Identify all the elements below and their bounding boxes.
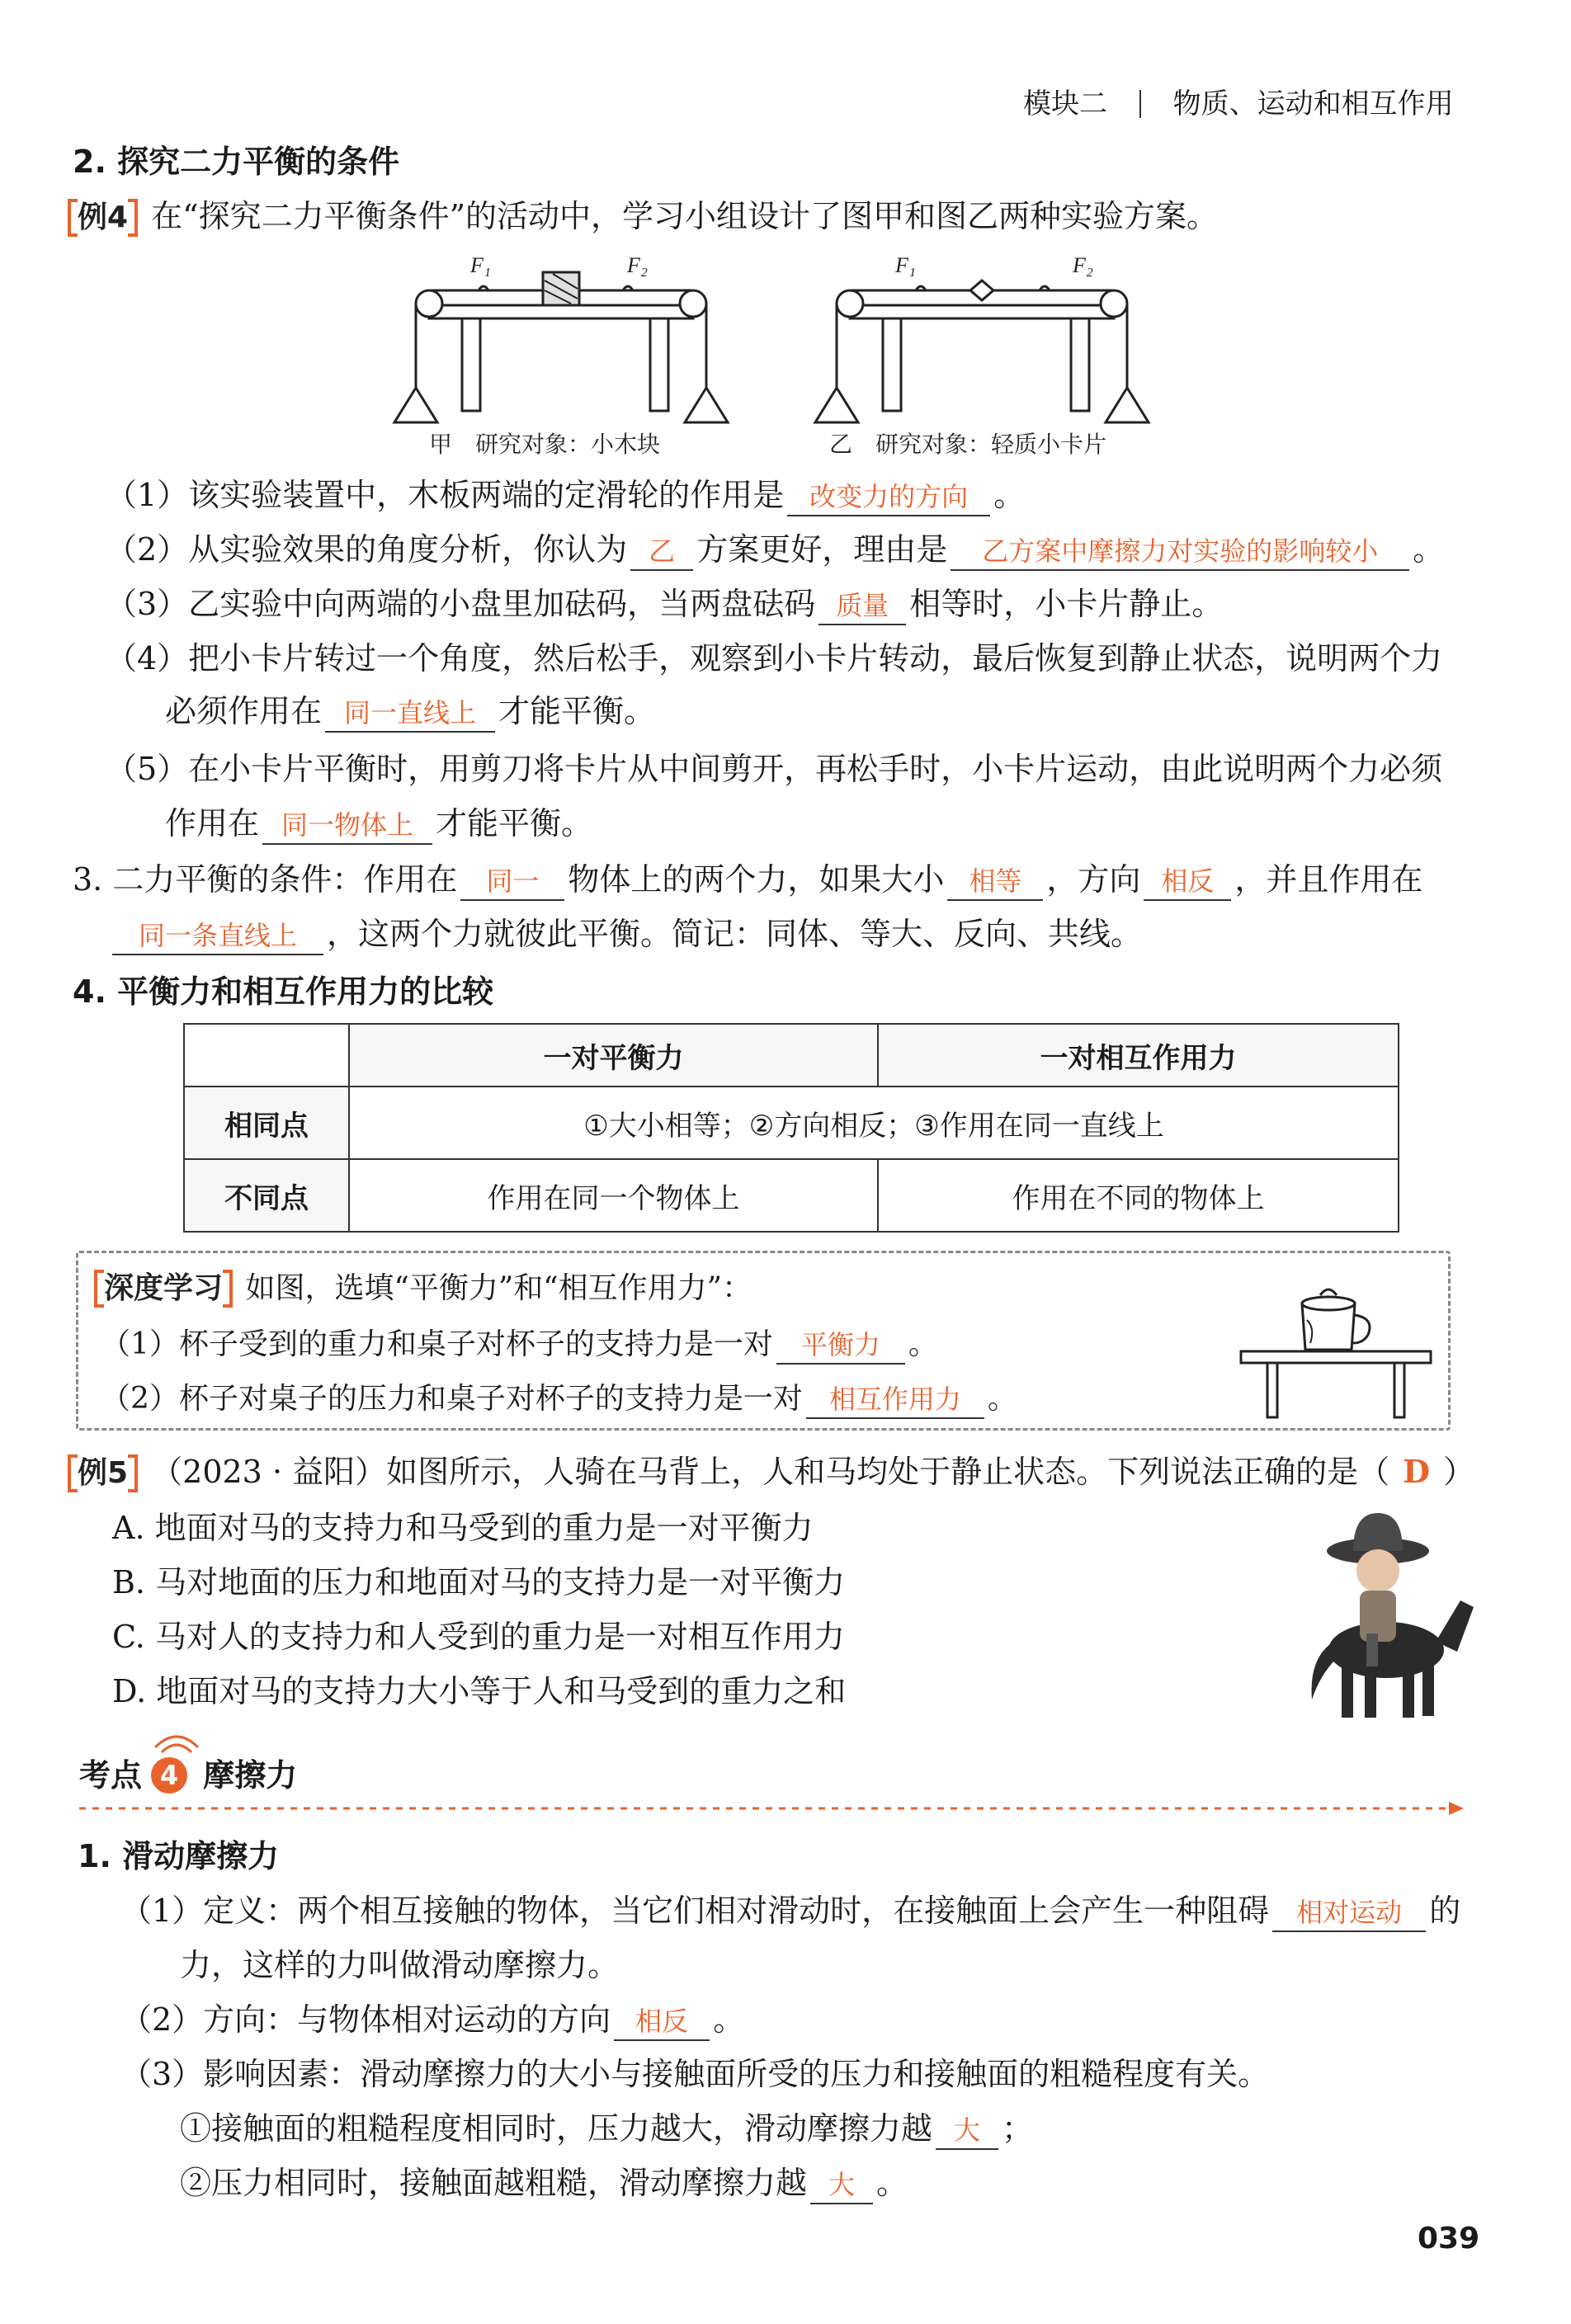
- answer-blank: 质量: [819, 587, 906, 625]
- yi-f1-label: F₁: [895, 253, 916, 277]
- answer-blank: 大: [936, 2112, 998, 2150]
- header-divider: [1139, 90, 1141, 118]
- section-3-line-1: 3. 二力平衡的条件：作用在 同一 物体上的两个力，如果大小 相等 ，方向 相反 ，并且作用在: [73, 858, 1422, 901]
- friction-definition-2: 力，这样的力叫做滑动摩擦力。: [180, 1947, 620, 1983]
- answer-blank: 同一直线上: [325, 695, 495, 733]
- option-c: C. 马对人的支持力和人受到的重力是一对相互作用力: [112, 1619, 845, 1655]
- answer-blank: 相等: [947, 863, 1043, 901]
- module-title: 物质、运动和相互作用: [1172, 87, 1454, 120]
- yi-f2-label: F₂: [1073, 253, 1093, 277]
- friction-heading: 1. 滑动摩擦力: [78, 1838, 280, 1874]
- horse-rider-illustration: [1287, 1510, 1477, 1724]
- example-5-answer: D: [1403, 1453, 1431, 1490]
- deep-learning-intro: 深度学习 如图，选填“平衡力”和“相互作用力”：: [99, 1267, 752, 1310]
- table-header-balance: 一对平衡力: [349, 1024, 878, 1087]
- friction-definition-1: （1）定义：两个相互接触的物体，当它们相对滑动时，在接触面上会产生一种阻碍 相对运动 的: [120, 1889, 1460, 1932]
- friction-factor-a: ①接触面的粗糙程度相同时，压力越大，滑动摩擦力越 大 ；: [180, 2107, 1033, 2150]
- answer-blank: 相对运动: [1272, 1894, 1426, 1932]
- figure-yi: [815, 280, 1149, 422]
- answer-blank: 同一: [460, 863, 564, 901]
- kaodian-number: 4: [151, 1757, 187, 1794]
- option-d: D. 地面对马的支持力大小等于人和马受到的重力之和: [112, 1673, 847, 1709]
- answer-blank: 乙方案中摩擦力对实验的影响较小: [951, 533, 1409, 571]
- question-4-line-2: 必须作用在 同一直线上 才能平衡。: [165, 690, 655, 733]
- answer-blank: 乙: [630, 533, 693, 571]
- table-cell-same: ①大小相等；②方向相反；③作用在同一直线上: [349, 1087, 1399, 1159]
- jia-caption: 甲 研究对象：小木块: [429, 431, 661, 458]
- question-1: （1）该实验装置中，木板两端的定滑轮的作用是 改变力的方向 。: [106, 474, 1025, 516]
- comparison-table: [183, 1023, 1399, 1233]
- friction-factors: （3）影响因素：滑动摩擦力的大小与接触面所受的压力和接触面的粗糙程度有关。: [120, 2056, 1270, 2092]
- example-4-text: 在“探究二力平衡条件”的活动中，学习小组设计了图甲和图乙两种实验方案。: [151, 198, 1219, 234]
- table-cell-diff-balance: 作用在同一个物体上: [349, 1159, 878, 1232]
- answer-blank: 大: [810, 2166, 873, 2204]
- deep-question-2: （2）杯子对桌子的压力和桌子对杯子的支持力是一对 相互作用力 。: [101, 1378, 1017, 1421]
- answer-blank: 改变力的方向: [787, 478, 990, 516]
- cup-on-table-illustration: [1238, 1270, 1436, 1419]
- kaodian-header: [79, 1749, 297, 1802]
- section-3-line-2: 同一条直线上 ，这两个力就彼此平衡。简记：同体、等大、反向、共线。: [112, 912, 1142, 955]
- question-4-line-1: （4）把小卡片转过一个角度，然后松手，观察到小卡片转动，最后恢复到静止状态，说明两个力: [106, 640, 1443, 676]
- example-5: 例5 （2023 · 益阳）如图所示，人骑在马背上，人和马均处于静止状态。下列说法正确的是（ D ）: [73, 1450, 1474, 1493]
- friction-factor-b: ②压力相同时，接触面越粗糙，滑动摩擦力越 大 。: [180, 2161, 908, 2204]
- answer-blank: 同一条直线上: [112, 917, 323, 955]
- question-5-line-1: （5）在小卡片平衡时，用剪刀将卡片从中间剪开，再松手时，小卡片运动，由此说明两个力必须: [106, 751, 1443, 787]
- table-cell-diff-interaction: 作用在不同的物体上: [878, 1159, 1399, 1232]
- friction-direction: （2）方向：与物体相对运动的方向 相反 。: [120, 1998, 744, 2041]
- option-b: B. 马对地面的压力和地面对马的支持力是一对平衡力: [112, 1564, 846, 1600]
- example-5-tag: 例5: [73, 1454, 133, 1492]
- jia-f2-label: F₂: [627, 253, 648, 277]
- kaodian-title: 摩擦力: [203, 1757, 298, 1794]
- table-header-interaction: 一对相互作用力: [878, 1024, 1399, 1087]
- yi-caption: 乙 研究对象：轻质小卡片: [829, 431, 1107, 458]
- option-a: A. 地面对马的支持力和马受到的重力是一对平衡力: [112, 1510, 814, 1546]
- kaodian-divider-arrow: [79, 1798, 1465, 1818]
- section-2-heading: 2. 探究二力平衡的条件: [73, 144, 400, 180]
- example-4-tag: 例4: [73, 199, 133, 237]
- figure-jia: [394, 272, 728, 422]
- deep-learning-tag: 深度学习: [99, 1270, 228, 1308]
- page-number: 039: [1418, 2222, 1480, 2256]
- answer-blank: 相反: [614, 2003, 710, 2041]
- deep-question-1: （1）杯子受到的重力和桌子对杯子的支持力是一对 平衡力 。: [101, 1323, 938, 1366]
- answer-blank: 平衡力: [776, 1327, 905, 1365]
- kaodian-label: 考点: [79, 1757, 143, 1794]
- section-4-heading: 4. 平衡力和相互作用力的比较: [73, 973, 494, 1010]
- question-3: （3）乙实验中向两端的小盘里加砝码，当两盘砝码 质量 相等时，小卡片静止。: [106, 582, 1223, 625]
- answer-blank: 相反: [1144, 863, 1231, 901]
- table-corner: [184, 1024, 349, 1087]
- kaodian-signal-icon: [153, 1731, 200, 1756]
- module-label: 模块二: [1023, 87, 1107, 120]
- question-2: （2）从实验效果的角度分析，你认为 乙 方案更好，理由是 乙方案中摩擦力对实验的影响较小 。: [106, 528, 1444, 571]
- table-row-label-same: 相同点: [184, 1087, 349, 1159]
- question-5-line-2: 作用在 同一物体上 才能平衡。: [165, 802, 592, 845]
- jia-f1-label: F₁: [470, 253, 491, 277]
- answer-blank: 相互作用力: [806, 1381, 984, 1419]
- table-row-label-diff: 不同点: [184, 1159, 349, 1232]
- answer-blank: 同一物体上: [262, 807, 432, 845]
- running-header: [1023, 82, 1454, 125]
- experiment-figures: [388, 247, 1213, 462]
- example-4: [73, 195, 1218, 238]
